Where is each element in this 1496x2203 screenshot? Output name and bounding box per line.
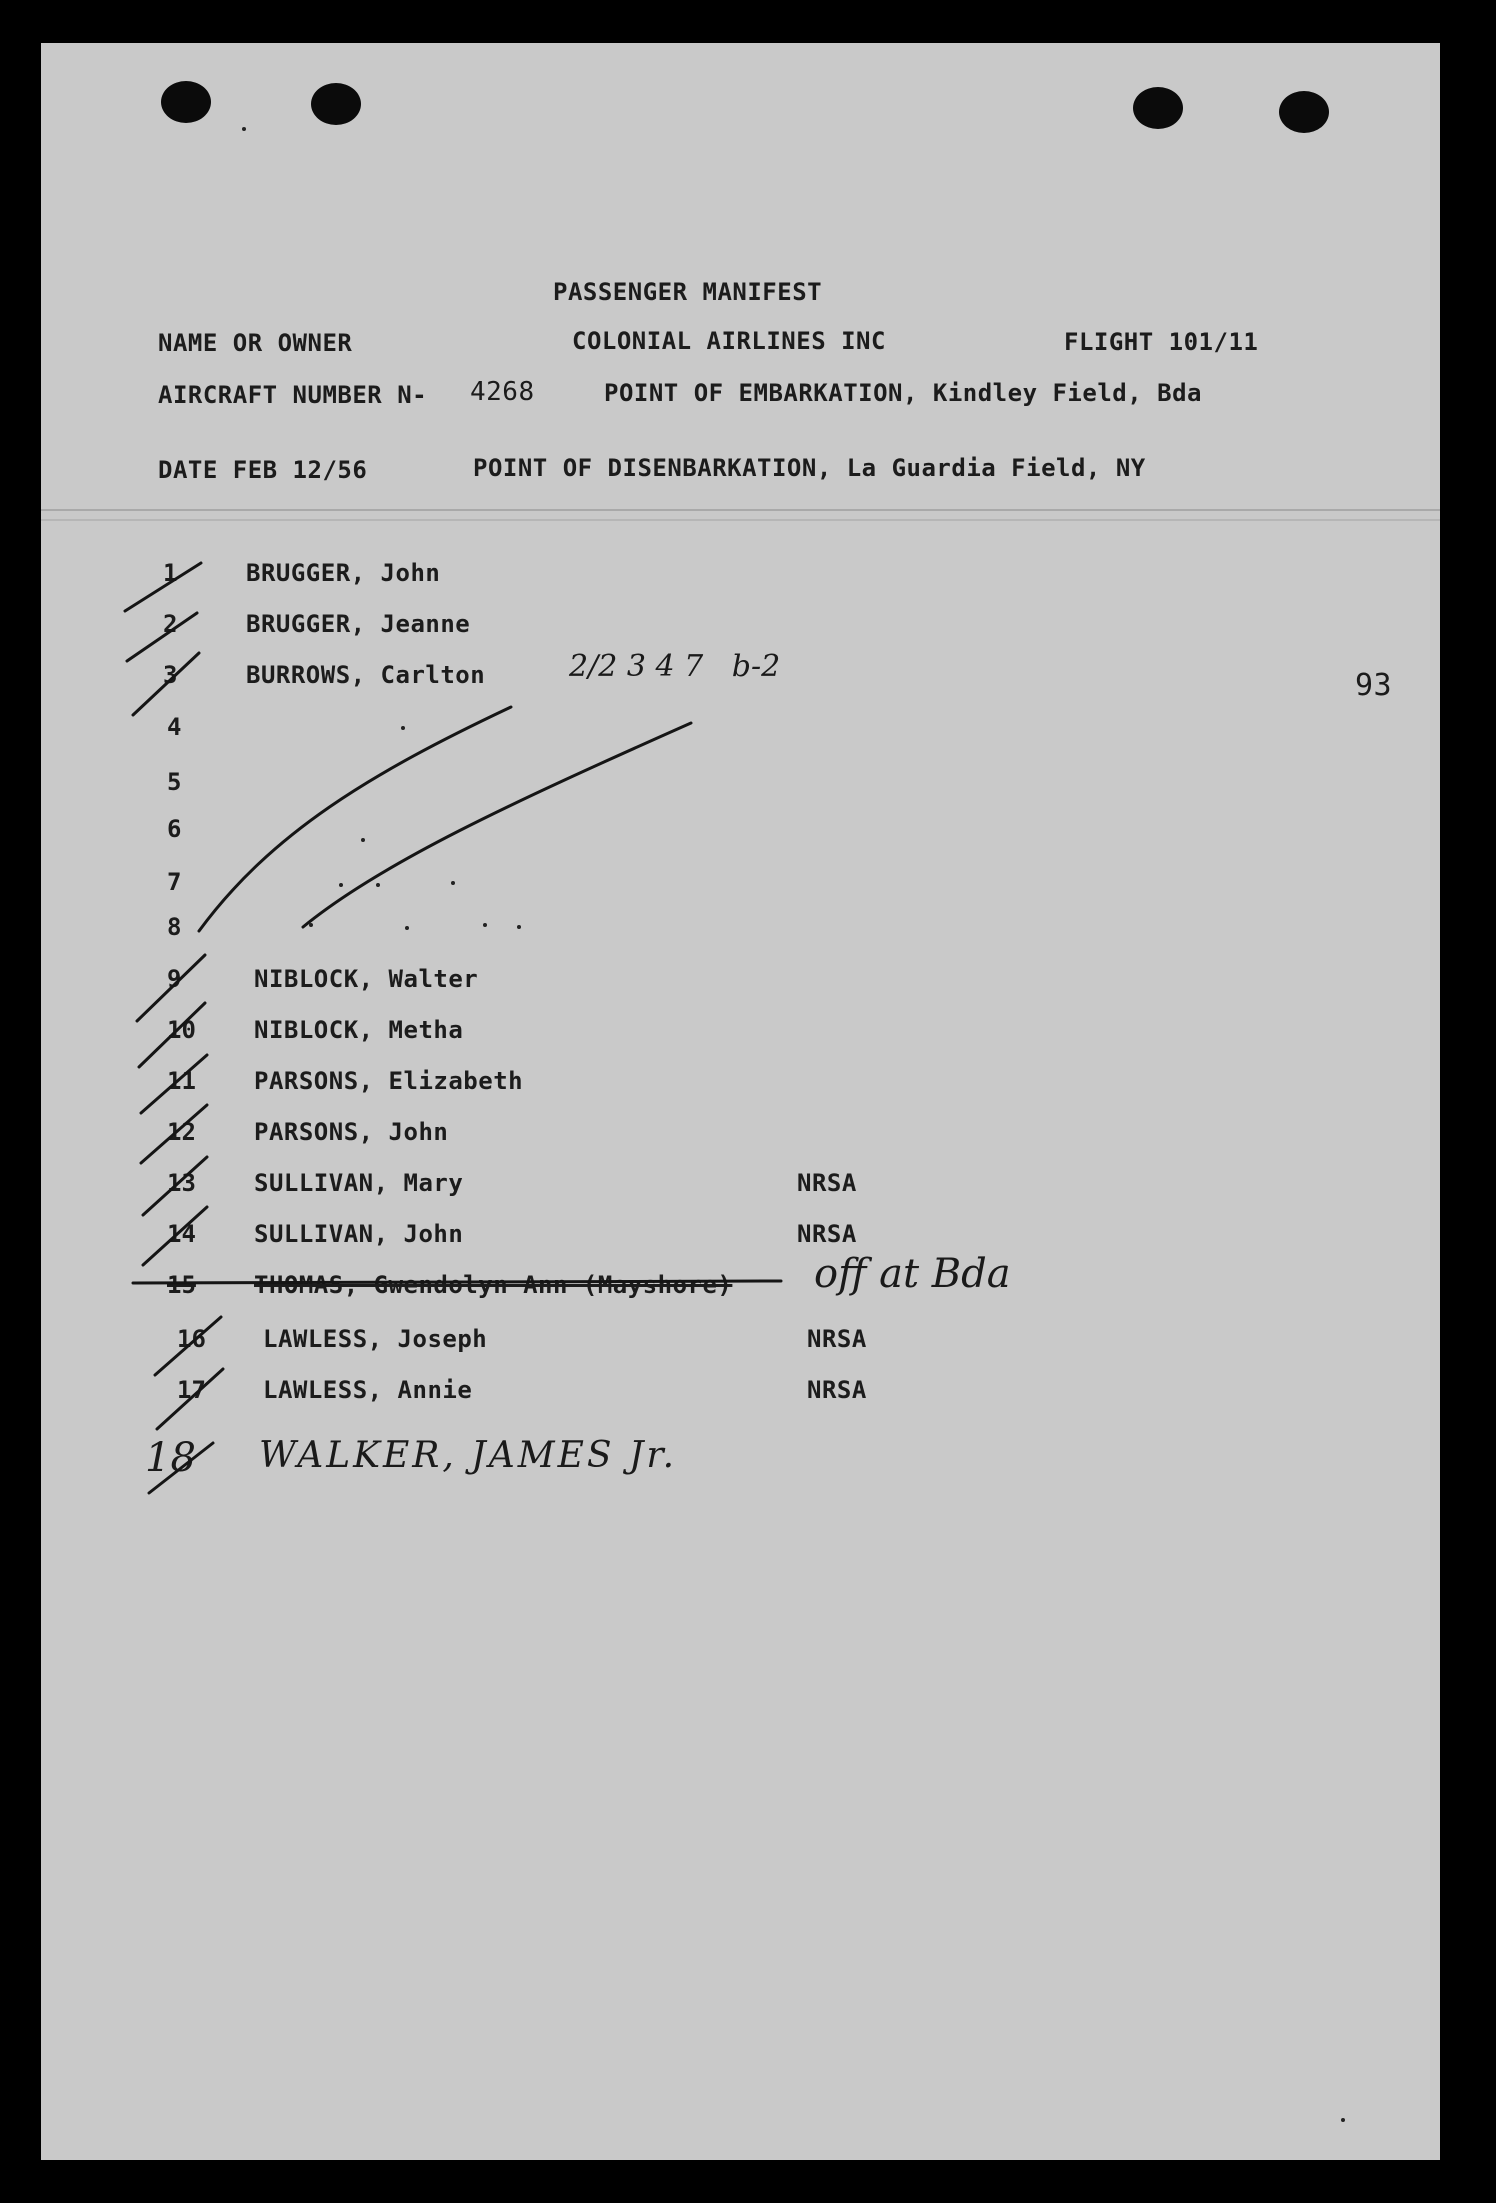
row-number: 3 <box>163 661 178 689</box>
handwritten-passenger-walker: WALKER, JAMES Jr. <box>259 1435 678 1476</box>
passenger-name: SULLIVAN, Mary <box>254 1169 464 1197</box>
handwritten-note-burrows: 2/2 3 4 7 b-2 <box>569 649 781 684</box>
row-number: 14 <box>167 1220 196 1248</box>
passenger-name-struck: THOMAS, Gwendolyn Ann (Mayshore) <box>254 1271 733 1299</box>
passenger-name: LAWLESS, Annie <box>263 1376 473 1404</box>
status-code: NRSA <box>807 1325 867 1353</box>
status-code: NRSA <box>797 1220 857 1248</box>
pen-marks-overlay <box>41 43 1440 2160</box>
embarkation-point: POINT OF EMBARKATION, Kindley Field, Bda <box>604 379 1202 407</box>
airline-name: COLONIAL AIRLINES INC <box>572 327 886 355</box>
cancel-line <box>199 707 511 931</box>
row-number: 6 <box>167 815 182 843</box>
manifest-sheet <box>41 43 1440 2160</box>
passenger-name: PARSONS, Elizabeth <box>254 1067 524 1095</box>
row-number: 1 <box>163 559 178 587</box>
passenger-name: BRUGGER, Jeanne <box>246 610 471 638</box>
date-label: DATE FEB 12/56 <box>158 456 368 484</box>
punch-hole-3 <box>1133 87 1183 129</box>
passenger-name: NIBLOCK, Walter <box>254 965 479 993</box>
row-number: 4 <box>167 713 182 741</box>
cancel-line <box>303 723 691 927</box>
punch-hole-2 <box>311 83 361 125</box>
punch-hole-4 <box>1279 91 1329 133</box>
row-number: 15 <box>167 1271 196 1299</box>
punch-hole-1 <box>161 81 211 123</box>
row-number: 2 <box>163 610 178 638</box>
header-rule-1 <box>41 509 1440 511</box>
row-number: 5 <box>167 768 182 796</box>
row-number: 8 <box>167 913 182 941</box>
handwritten-row-number-18: 18 <box>145 1435 196 1481</box>
disembarkation-point: POINT OF DISENBARKATION, La Guardia Field, NY <box>473 454 1146 482</box>
row-number: 17 <box>177 1376 206 1404</box>
passenger-name: LAWLESS, Joseph <box>263 1325 488 1353</box>
row-number: 13 <box>167 1169 196 1197</box>
row-number: 16 <box>177 1325 206 1353</box>
page-number: 93 <box>1355 668 1393 703</box>
row-number: 12 <box>167 1118 196 1146</box>
flight-label: FLIGHT 101/11 <box>1064 328 1259 356</box>
manifest-title: PASSENGER MANIFEST <box>553 278 823 306</box>
row-number: 7 <box>167 868 182 896</box>
name-or-owner-label: NAME OR OWNER <box>158 329 353 357</box>
status-code: NRSA <box>807 1376 867 1404</box>
passenger-name: SULLIVAN, John <box>254 1220 464 1248</box>
aircraft-number: 4268 <box>470 377 535 407</box>
status-code: NRSA <box>797 1169 857 1197</box>
row-number: 11 <box>167 1067 196 1095</box>
passenger-name: PARSONS, John <box>254 1118 449 1146</box>
aircraft-number-label: AIRCRAFT NUMBER N- <box>158 381 428 409</box>
handwritten-note-thomas: off at Bda <box>814 1251 1011 1297</box>
passenger-name: NIBLOCK, Metha <box>254 1016 464 1044</box>
row-number: 9 <box>167 965 182 993</box>
row-number: 10 <box>167 1016 196 1044</box>
passenger-name: BRUGGER, John <box>246 559 441 587</box>
header-rule-2 <box>41 519 1440 521</box>
check-mark <box>127 613 197 661</box>
passenger-name: BURROWS, Carlton <box>246 661 486 689</box>
